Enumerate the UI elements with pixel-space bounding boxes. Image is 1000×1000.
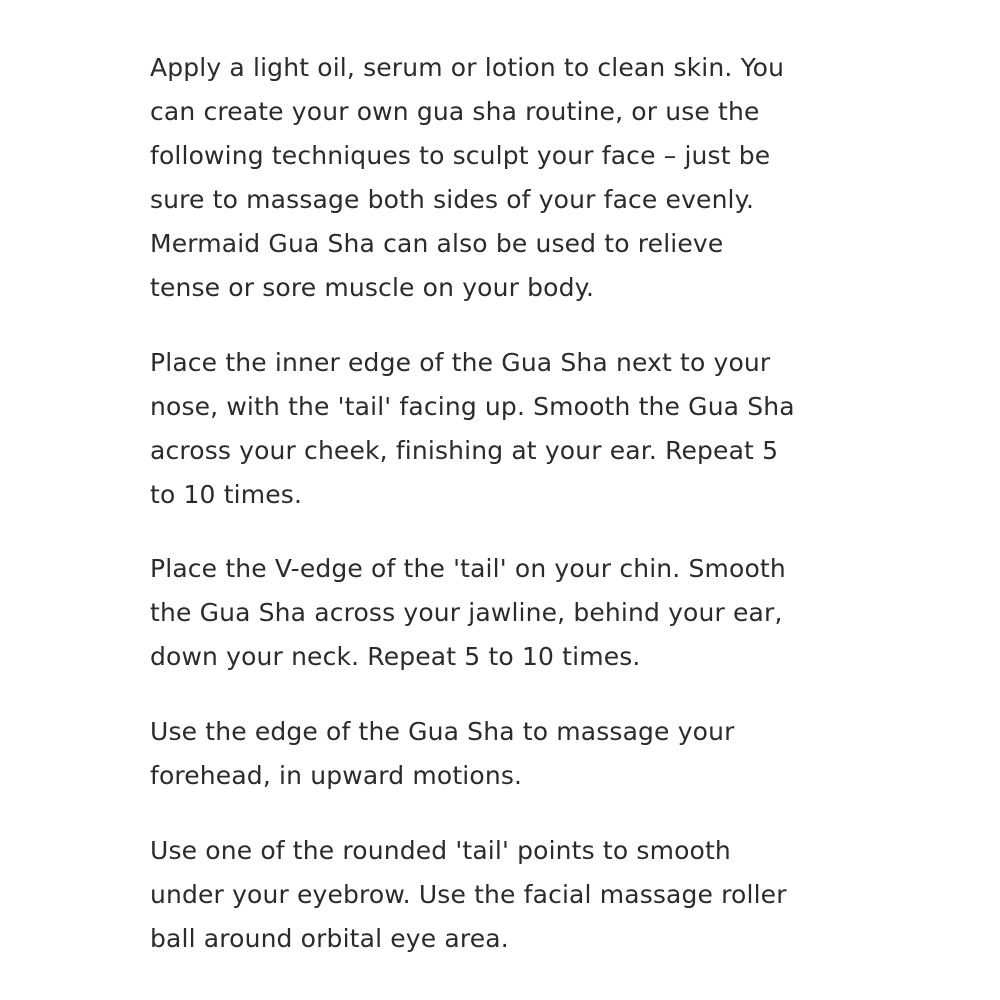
text-line: across your cheek, finishing at your ear. Repeat 5	[150, 436, 779, 465]
text-line: can create your own gua sha routine, or use the	[150, 97, 760, 126]
text-line: nose, with the 'tail' facing up. Smooth the Gua Sha	[150, 392, 795, 421]
text-line: following techniques to sculpt your face – just be	[150, 141, 771, 170]
eyebrow-technique-paragraph	[150, 829, 787, 961]
text-line: sure to massage both sides of your face evenly.	[150, 185, 755, 214]
text-line: down your neck. Repeat 5 to 10 times.	[150, 642, 641, 671]
forehead-technique-paragraph	[150, 710, 735, 798]
jawline-technique-paragraph	[150, 547, 786, 679]
text-line: Use the edge of the Gua Sha to massage your	[150, 717, 735, 746]
text-line: Place the inner edge of the Gua Sha next to your	[150, 348, 771, 377]
text-line: Mermaid Gua Sha can also be used to relieve	[150, 229, 724, 258]
text-line: ball around orbital eye area.	[150, 924, 509, 953]
text-line: under your eyebrow. Use the facial massage roller	[150, 880, 787, 909]
text-line: Use one of the rounded 'tail' points to smooth	[150, 836, 731, 865]
text-line: tense or sore muscle on your body.	[150, 273, 595, 302]
text-line: forehead, in upward motions.	[150, 761, 523, 790]
text-line: the Gua Sha across your jawline, behind your ear,	[150, 598, 783, 627]
text-line: Apply a light oil, serum or lotion to clean skin. You	[150, 53, 785, 82]
text-line: to 10 times.	[150, 480, 303, 509]
intro-paragraph	[150, 46, 784, 310]
text-line: Place the V-edge of the 'tail' on your chin. Smooth	[150, 554, 786, 583]
cheek-technique-paragraph	[150, 341, 795, 517]
